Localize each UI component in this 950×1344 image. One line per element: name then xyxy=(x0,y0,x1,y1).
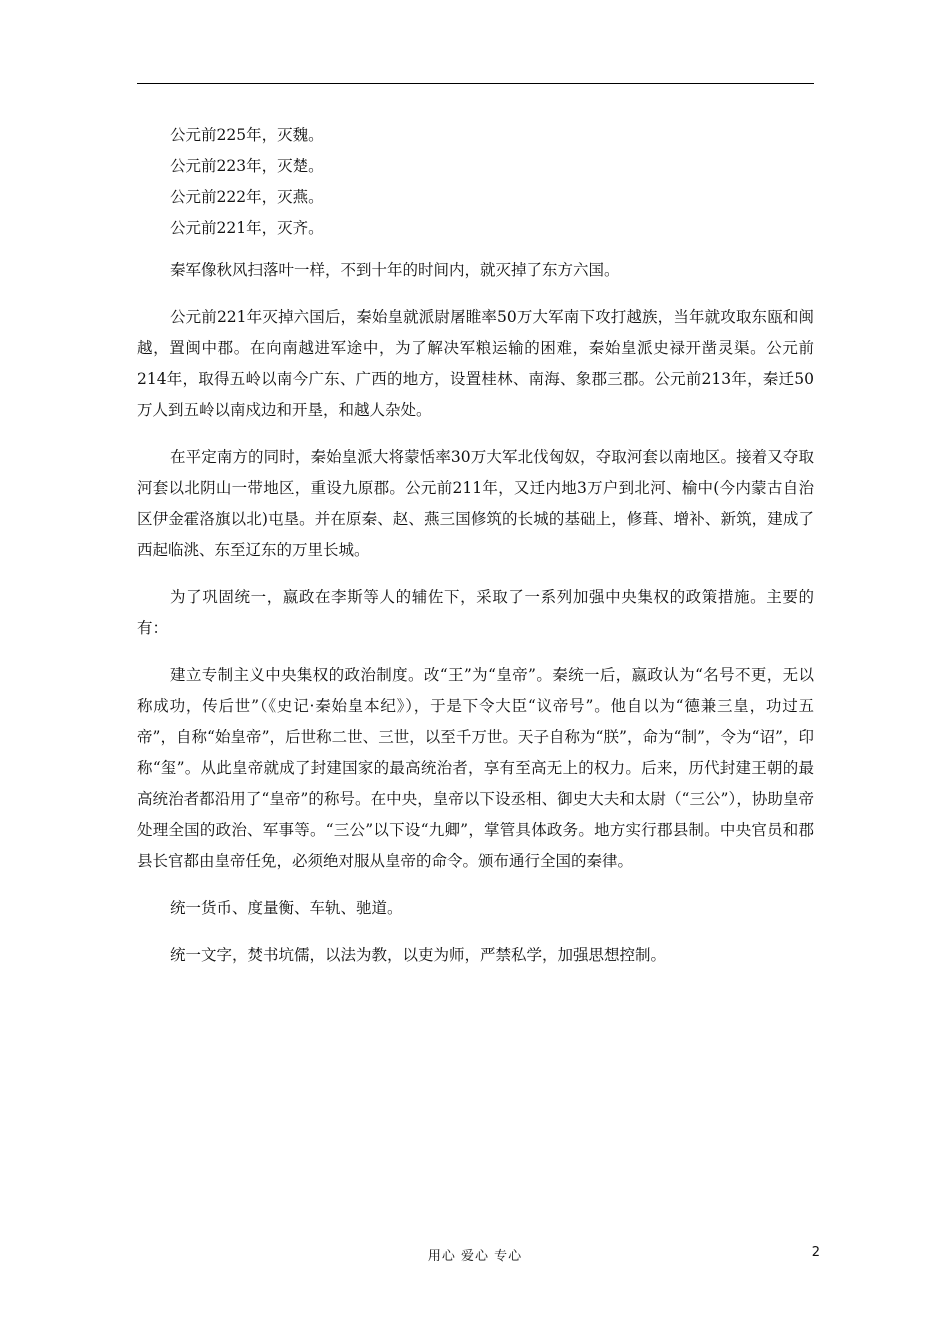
paragraph-unify-script: 统一文字，焚书坑儒，以法为教，以吏为师，严禁私学，加强思想控制。 xyxy=(170,946,667,964)
footer-motto: 用心 爱心 专心 xyxy=(427,1249,523,1264)
header-rule xyxy=(137,83,814,84)
date-line-yan: 公元前222年，灭燕。 xyxy=(170,188,324,206)
paragraph-south-campaign: 公元前221年灭掉六国后，秦始皇就派尉屠睢率50万大军南下攻打越族，当年就攻取东瓯和闽越，置闽中郡。在向南越进军途中，为了解决军粮运输的困难，秦始皇派史禄开凿灵渠。公元前214年，取得五岭以南今广东、广西的地方，设置桂林、南海、象郡三郡。公元前213年，秦迁50万人到五岭以南戍边和开垦，和越人杂处。 xyxy=(137,308,814,419)
date-line-qi: 公元前221年，灭齐。 xyxy=(170,219,324,237)
paragraph-unify-currency: 统一货币、度量衡、车轨、驰道。 xyxy=(170,899,403,917)
date-line-wei: 公元前225年，灭魏。 xyxy=(170,126,324,144)
date-line-chu: 公元前223年，灭楚。 xyxy=(170,157,324,175)
paragraph-central-system: 建立专制主义中央集权的政治制度。改“王”为“皇帝”。秦统一后，嬴政认为“名号不更，无以称成功，传后世”（《史记·秦始皇本纪》），于是下令大臣“议帝号”。他自以为“德兼三皇，功过五帝”，自称“始皇帝”，后世称二世、三世，以至千万世。天子自称为“朕”，命为“制”，令为“诏”，印称“玺”。从此皇帝就成了封建国家的最高统治者，享有至高无上的权力。后来，历代封建王朝的最高统治者都沿用了“皇帝”的称号。在中央，皇帝以下设丞相、御史大夫和太尉（“三公”），协助皇帝处理全国的政治、军事等。“三公”以下设“九卿”，掌管具体政务。地方实行郡县制。中央官员和郡县长官都由皇帝任免，必须绝对服从皇帝的命令。颁布通行全国的秦律。 xyxy=(137,666,814,870)
page-number: 2 xyxy=(811,1245,820,1260)
document-body xyxy=(137,120,814,971)
paragraph-consolidation: 为了巩固统一，嬴政在李斯等人的辅佐下，采取了一系列加强中央集权的政策措施。主要的有： xyxy=(137,588,814,637)
paragraph-six-states: 秦军像秋风扫落叶一样，不到十年的时间内，就灭掉了东方六国。 xyxy=(170,261,620,279)
paragraph-north-campaign: 在平定南方的同时，秦始皇派大将蒙恬率30万大军北伐匈奴，夺取河套以南地区。接着又夺取河套以北阴山一带地区，重设九原郡。公元前211年，又迁内地3万户到北河、榆中(今内蒙古自治区伊金霍洛旗以北)屯垦。并在原秦、赵、燕三国修筑的长城的基础上，修葺、增补、新筑，建成了西起临洮、东至辽东的万里长城。 xyxy=(137,448,814,559)
